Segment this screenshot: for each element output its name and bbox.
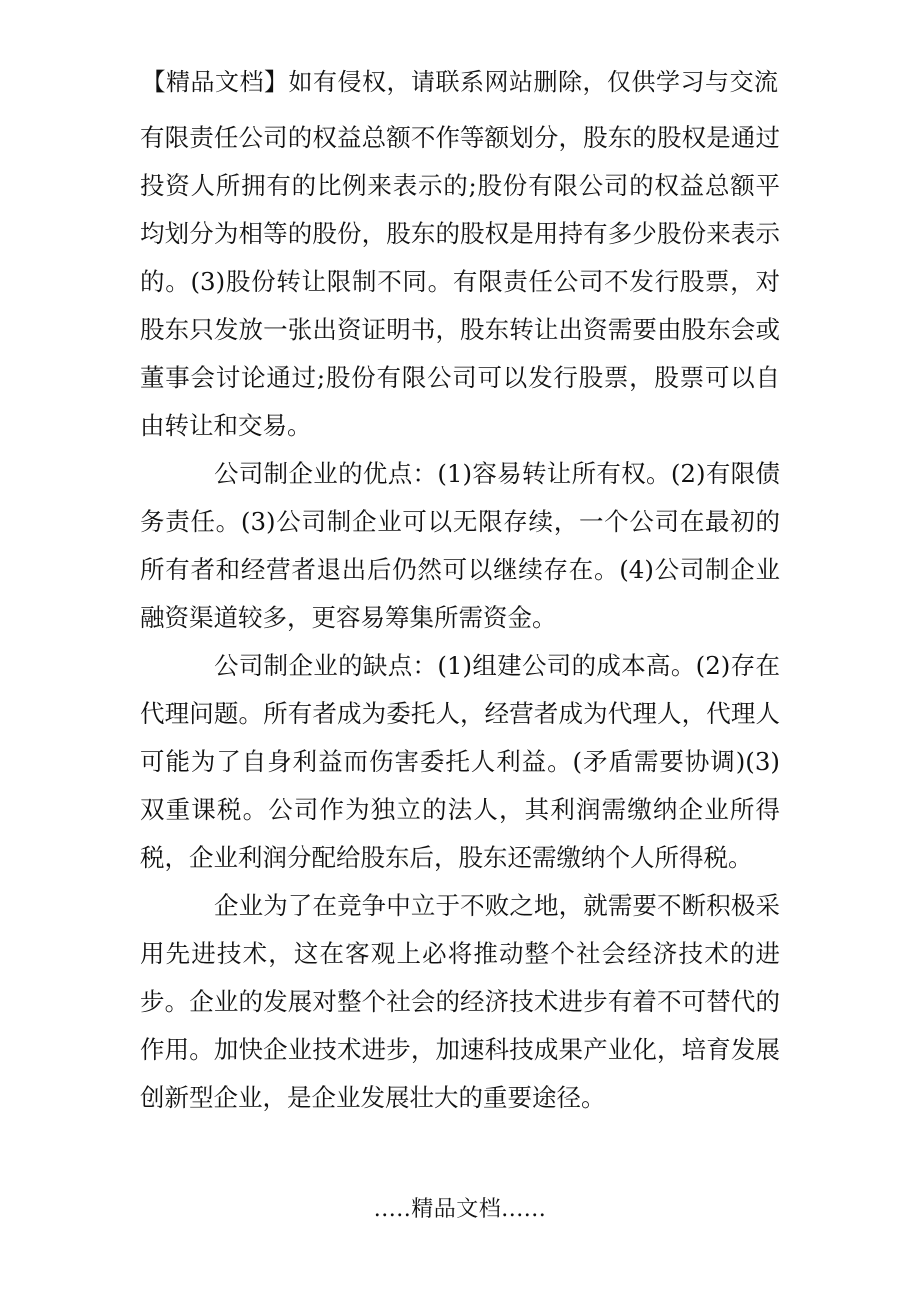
paragraph-3: 公司制企业的缺点：(1)组建公司的成本高。(2)存在代理问题。所有者成为委托人，经营者成为代理人，代理人可能为了自身利益而伤害委托人利益。(矛盾需要协调)(3)双重课税。公司作为独立的法人，其利润需缴纳企业所得税，企业利润分配给股东后，股东还需缴纳个人所得税。 bbox=[140, 651, 780, 872]
page-header-notice: 【精品文档】如有侵权，请联系网站删除，仅供学习与交流 bbox=[141, 68, 779, 96]
paragraph-4: 企业为了在竞争中立于不败之地，就需要不断积极采用先进技术，这在客观上必将推动整个社会经济技术的进步。企业的发展对整个社会的经济技术进步有着不可替代的作用。加快企业技术进步，加速科技成果产业化，培育发展创新型企业，是企业发展壮大的重要途径。 bbox=[140, 891, 780, 1112]
page-footer-label: .....精品文档...... bbox=[373, 1197, 547, 1222]
paragraph-2: 公司制企业的优点：(1)容易转让所有权。(2)有限债务责任。(3)公司制企业可以无限存续，一个公司在最初的所有者和经营者退出后仍然可以继续存在。(4)公司制企业融资渠道较多，更容易筹集所需资金。 bbox=[140, 459, 780, 632]
paragraph-1: 有限责任公司的权益总额不作等额划分，股东的股权是通过投资人所拥有的比例来表示的;股份有限公司的权益总额平均划分为相等的股份，股东的股权是用持有多少股份来表示的。(3)股份转让限制不同。有限责任公司不发行股票，对股东只发放一张出资证明书，股东转让出资需要由股东会或董事会讨论通过;股份有限公司可以发行股票，股票可以自由转让和交易。 bbox=[140, 123, 780, 440]
document-body bbox=[140, 114, 780, 1122]
